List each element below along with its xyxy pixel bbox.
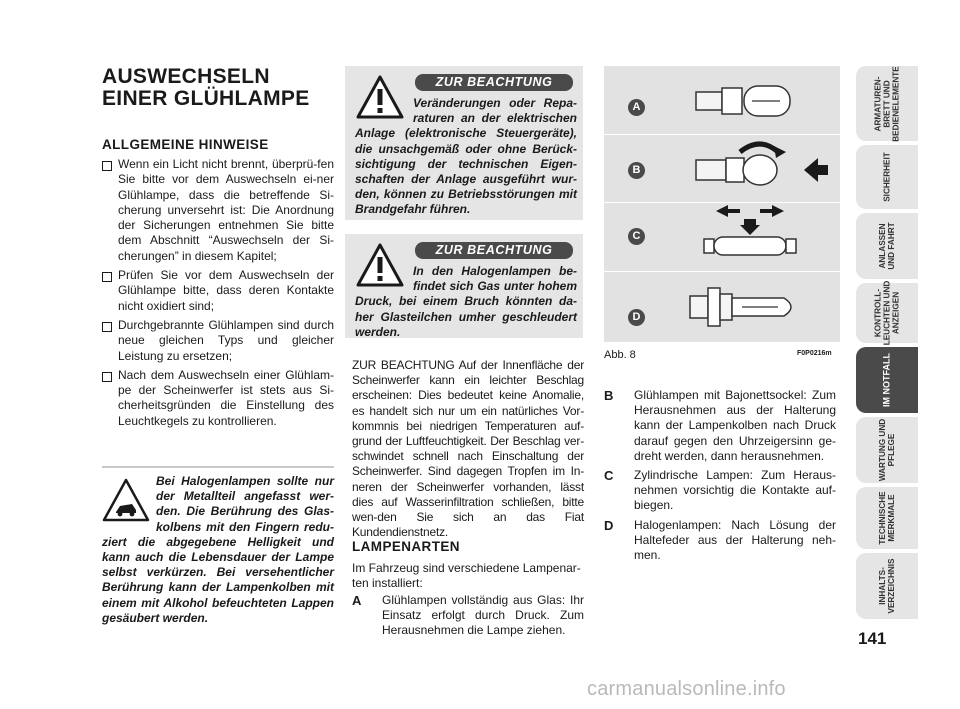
glass-wedge-bulb-icon (692, 78, 802, 124)
warning-text: In den Halogenlampen be-findet sich Gas unter hohem Druck, bei einem Bruch könnten da-her Glasteilchen umher geschleudert werden. (355, 264, 577, 339)
list-item-text: Wenn ein Licht nicht brennt, überprü-fen Sie bitte vor dem Auswechseln ei-ner Glühlampe, dass die betreffende Si-cherung unversehrt ist: Die Anordnung der Sicherungen entnehmen Sie bitte dem Abschnitt “Auswechseln der Si-cherungen” in diesem Kapitel; (118, 157, 334, 263)
lamp-types-intro: Im Fahrzeug sind verschiedene Lampenar-ten installiert: (352, 561, 581, 591)
figure-label-d: D (628, 309, 645, 326)
figure-row-a (604, 66, 840, 135)
tab-label: IM NOTFALL (881, 353, 892, 407)
checkbox-bullet-icon (102, 161, 112, 171)
tab-label: KONTROLL- LEUCHTEN UND ANZEIGEN (873, 280, 901, 346)
checkbox-bullet-icon (102, 372, 112, 382)
tab-label: ANLASSEN UND FAHRT (878, 222, 896, 270)
list-item-text: Durchgebrannte Glühlampen sind durch neue gleichen Typs und gleicher Leistung zu ersetzen; (118, 317, 334, 363)
figure-label-a: A (628, 99, 645, 116)
list-item (102, 157, 334, 264)
lamp-type-description: Zylindrische Lampen: Zum Heraus-nehmen vorsichtig die Kontakte auf-biegen. (634, 468, 836, 513)
list-item-text: Nach dem Auswechseln einer Glühlam-pe der Scheinwerfer ist stets aus Si-cherheitsgründen die Einstellung des Leuchtkegels zu kontrollieren. (118, 367, 334, 428)
lamp-type-item (352, 593, 584, 639)
warning-text: Veränderungen oder Repa-raturen an der elektrischen Anlage (elektronische Steuergeräte), die unsachgemäß oder ohne Berück-sichtigung der technischen Eigen-schaften der Anlage ausgeführt wur-den, können zu Betriebsstörungen mit Brandgefahr führen. (355, 96, 577, 217)
tab-technical-specs[interactable] (856, 487, 918, 549)
figure-label-c: C (628, 228, 645, 245)
tab-index[interactable] (856, 553, 918, 619)
general-notes-heading: ALLGEMEINE HINWEISE (102, 137, 269, 152)
checkbox-bullet-icon (102, 272, 112, 282)
figure-code: F0P0216m (797, 350, 832, 357)
lamp-type-item (604, 518, 836, 564)
warning-box (345, 66, 583, 220)
lamp-type-letter: B (604, 388, 614, 403)
general-notes-list (102, 157, 334, 433)
cylindrical-bulb-icon (700, 205, 800, 267)
lamp-type-description: Halogenlampen: Nach Lösung der Haltefeder aus der Halterung neh-men. (634, 517, 836, 563)
lamp-type-item (604, 388, 836, 464)
divider (102, 466, 334, 468)
tab-safety[interactable] (856, 145, 918, 209)
tab-label: WARTUNG UND PFLEGE (878, 418, 896, 482)
figure-row-b (604, 134, 840, 203)
title-line-2: EINER GLÜHLAMPE (102, 87, 310, 110)
list-item (102, 318, 334, 364)
tab-label: TECHNISCHE MERKMALE (878, 491, 896, 545)
tab-warning-lights[interactable] (856, 280, 918, 346)
halogen-bulb-icon (688, 278, 808, 338)
figure-caption: Abb. 8 (604, 349, 636, 361)
list-item (102, 268, 334, 314)
tab-label: SICHERHEIT (882, 152, 892, 202)
warning-badge: ZUR BEACHTUNG (415, 74, 573, 91)
tab-maintenance[interactable] (856, 417, 918, 483)
condensation-paragraph: ZUR BEACHTUNG Auf der Innenfläche der Scheinwerfer kann ein leichter Beschlag erscheinen: Dies bedeutet keine Anomalie, es handelt sich nur um ein natürliches Vor-kommnis bei niedrigen Temperaturen auf-grund der Luftfeuchtigkeit. Der Beschlag ver-schwindet schnell nach Einschaltung der Scheinwerfer. Sind dagegen Tropfen im In-neren der Scheinwerfer vorhanden, lässt dies auf Wasserinfiltration schließen, bitte wen-den Sie sich an das Fiat Kundendienstnetz. (352, 358, 584, 540)
lamp-type-description: Glühlampen mit Bajonettsockel: Zum Herausnehmen aus der Halterung kann der Lampenkolben nach Druck darauf gegen den Uhrzeigersinn ge-dreht werden, dann herausnehmen. (634, 388, 836, 463)
handling-note (102, 474, 334, 626)
lamp-type-item (604, 468, 836, 514)
lamp-type-description: Glühlampen vollständig aus Glas: Ihr Einsatz erfolgt durch Druck. Zum Herausnehmen die Lampe ziehen. (382, 593, 584, 638)
tab-dashboard-controls[interactable] (856, 66, 918, 141)
title-line-1: AUSWECHSELN (102, 65, 270, 88)
figure-label-b: B (628, 162, 645, 179)
tab-emergency[interactable] (856, 347, 918, 413)
warning-text-block (355, 264, 577, 340)
figure-row-c (604, 203, 840, 272)
watermark: carmanualsonline.info (587, 678, 786, 700)
figure-row-d (604, 272, 840, 340)
lamp-type-list (352, 593, 584, 639)
lamp-type-list (604, 388, 836, 567)
lamp-types-heading: LAMPENARTEN (352, 539, 460, 554)
lamp-type-letter: C (604, 468, 614, 484)
lamp-type-letter: D (604, 517, 614, 533)
tab-label: ARMATUREN- BRETT UND BEDIENELEMENTE (873, 65, 901, 142)
bulb-types-figure (604, 66, 840, 342)
handling-note-text: Bei Halogenlampen sollte nur der Metallteil angefasst wer-den. Die Berührung des Glas-kolbens mit den Fingern redu-ziert die abgegebene Helligkeit und kann auch die Lebensdauer der Lampe selbst verkürzen. Bei versehentlicher Berührung kann der Lampenkolben mit einem mit Alkohol befeuchteten Lappen gesäubert werden. (102, 474, 334, 625)
page-title (102, 66, 342, 110)
warning-text-block (355, 96, 577, 218)
tab-label: INHALTS- VERZEICHNIS (878, 558, 896, 614)
checkbox-bullet-icon (102, 322, 112, 332)
tab-starting-driving[interactable] (856, 213, 918, 279)
lamp-type-letter: A (352, 593, 362, 608)
warning-box (345, 234, 583, 338)
bayonet-bulb-icon (692, 138, 832, 198)
warning-badge: ZUR BEACHTUNG (415, 242, 573, 259)
list-item-text: Prüfen Sie vor dem Auswechseln der Glühlampe bitte, dass deren Kontakte nicht oxidiert sind; (118, 268, 334, 313)
page-number: 141 (858, 629, 887, 648)
list-item (102, 368, 334, 429)
